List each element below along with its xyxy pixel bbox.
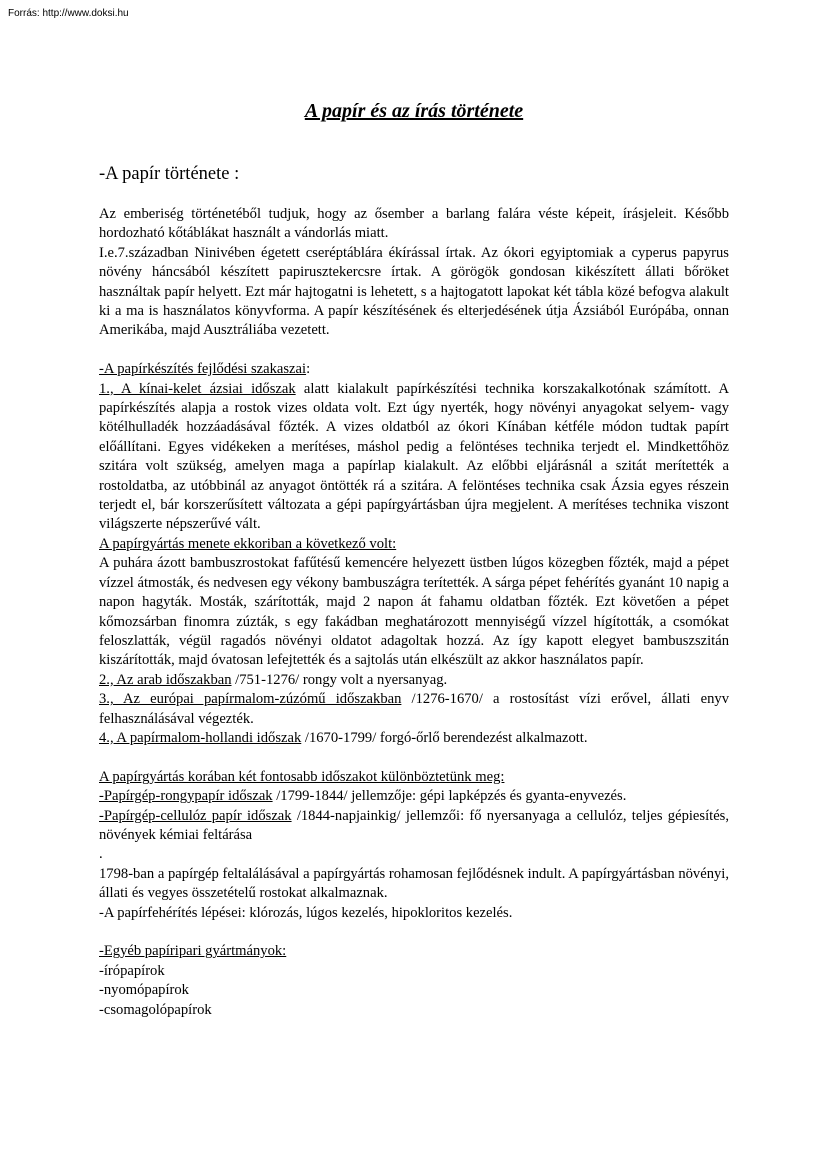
document-body: [99, 205, 729, 1020]
process-heading-text: A papírgyártás menete ekkoriban a következő volt:: [99, 535, 397, 552]
stage-1-text: alatt kialakult papírkészítési technika korszakalkotónak számított. A papírkészítés alapja a rostok vizes oldata volt. Ezt úgy nyerték, hogy növényi anyagokat selyem- vagy kötélhulladék hozzáadásával főzték. A vizes oldatból az ókori Kínában kétféle módon tudtak papírt előállítani. Egyes vidékeken a merítéses, máshol pedig a felöntéses technika terjedt el. Mindkettőhöz szitára volt szükség, amelyen maga a papírlap kialakult. Az előbbi eljárásnál a szitát merítették a rostoldatba, az utóbbinál az anyagot öntötték rá a szitára. A felöntéses technika csak Ázsia egyes részein terjedt el, bár korszerűsített változata a gépi papírgyártásban újra megjelent. A merítéses technika viszont világszerte népszerűvé vált.: [99, 380, 729, 533]
stage-4-label: 4., A papírmalom-hollandi időszak: [99, 729, 302, 746]
period-dot: .: [99, 846, 103, 863]
period-2-paragraph: [99, 807, 729, 846]
process-paragraph: A puhára ázott bambuszrostokat fafűtésű kemencére helyezett üstben lúgos közegben főzték, majd a pépet vízzel átmosták, és nedvesen egy vékony bambuszágra terítették. A sárga pépet fehérítés gyanánt 10 napig a napon hagyták. Mosták, szárították, majd 2 napon át fahamu oldatban főzték. Ezt követően a pépet kőmozsárban finomra zúzták, s egy fakádban meghatározott mennyiségű vízzel hígították, a csomókat feloszlatták, végül ragadós növényi oldatot adagoltak hozzá. Az így kapott elegyet bambuszszitán kiszárították, majd óvatosan lefejtették és a sajtolás után elkészült az akkor használatos papír.: [99, 555, 729, 669]
stage-4-text: /1670-1799/ forgó-őrlő berendezést alkalmazott.: [301, 729, 588, 746]
period-1-paragraph: [99, 787, 729, 806]
products-heading-text: -Egyéb papíripari gyártmányok:: [99, 943, 287, 960]
section-heading-paper-history: -A papír története :: [99, 164, 240, 184]
periods-heading: [99, 768, 729, 787]
document-title: A papír és az írás története: [304, 100, 524, 122]
stage-4-paragraph: [99, 729, 729, 748]
product-item: -írópapírok: [99, 962, 165, 979]
product-item: -nyomópapírok: [99, 982, 189, 999]
source-note: Forrás: http://www.doksi.hu: [8, 8, 129, 19]
paragraph-history: I.e.7.században Ninivében égetett cseréptáblára ékírással írtak. Az ókori egyiptomiak a cyperus papyrus növény háncsából készített papirusztekercsre írtak. A görögök gondosan kikészített állati bőröket használtak papír helyett. Ezt már hajtogatni is lehetett, s a hajtogatott lapokat két tábla közé befogva alakult ki a ma is használatos könyvforma. A papír készítésének és elterjedésének útja Ázsiából Európába, onnan Amerikába, majd Ausztráliába vezetett.: [99, 244, 729, 339]
stage-3-label: 3., Az európai papírmalom-zúzómű időszakban: [99, 691, 402, 708]
paragraph-paper-machine: 1798-ban a papírgép feltalálásával a papírgyártás rohamosan fejlődésnek indult. A papírgyártásban növényi, állati és vegyes összetételű rostokat alkalmaznak.: [99, 865, 729, 902]
stage-2-label: 2., Az arab időszakban: [99, 671, 232, 688]
stage-2-paragraph: [99, 671, 729, 690]
stages-heading: [99, 360, 729, 379]
period-1-label: -Papírgép-rongypapír időszak: [99, 788, 273, 805]
period-2-text: /1844-napjainkig/ jellemzői: fő nyersanyaga a cellulóz, teljes gépiesítés, növények kémiai feltárása: [99, 807, 730, 843]
stage-3-text: /1276-1670/ a rostosítást vízi erővel, állati enyv felhasználásával végezték.: [99, 691, 729, 727]
period-2-label: -Papírgép-cellulóz papír időszak: [99, 807, 292, 824]
stage-1-paragraph: [99, 380, 729, 535]
periods-heading-text: A papírgyártás korában két fontosabb időszakot különböztetünk meg:: [99, 768, 505, 785]
products-heading: [99, 942, 729, 961]
stages-heading-colon: :: [306, 361, 311, 378]
stage-3-paragraph: [99, 690, 729, 729]
paragraph-intro: Az emberiség történetéből tudjuk, hogy az ősember a barlang falára véste képeit, írásjeleit. Később hordozható kőtáblákat használt a vándorlás miatt.: [99, 206, 729, 242]
stages-heading-text: -A papírkészítés fejlődési szakaszai: [99, 361, 307, 378]
stage-2-text: /751-1276/ rongy volt a nyersanyag.: [231, 671, 448, 688]
stage-1-label: 1., A kínai-kelet ázsiai időszak: [99, 380, 296, 397]
paragraph-bleaching: -A papírfehérítés lépései: klórozás, lúgos kezelés, hipokloritos kezelés.: [99, 904, 513, 921]
process-heading: [99, 535, 729, 554]
period-1-text: /1799-1844/ jellemzője: gépi lapképzés és gyanta-enyvezés.: [272, 788, 627, 805]
product-item: -csomagolópapírok: [99, 1001, 212, 1018]
